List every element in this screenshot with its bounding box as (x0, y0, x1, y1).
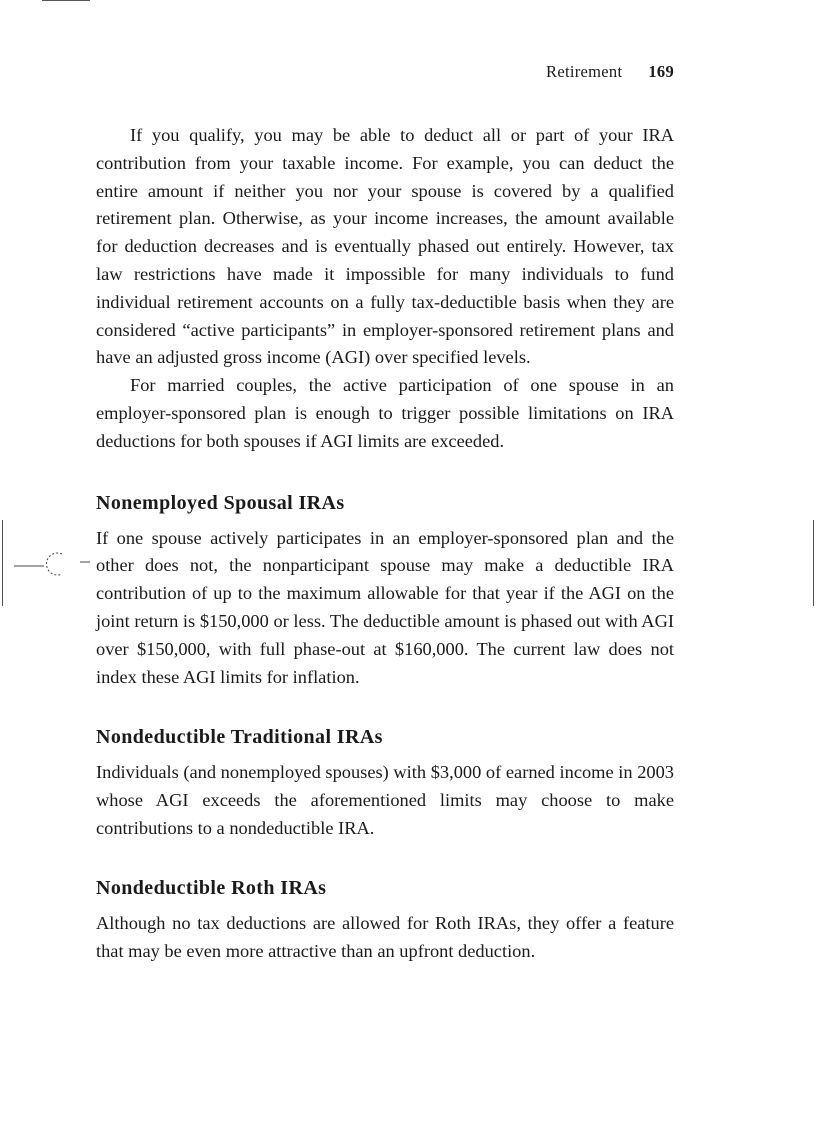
edge-mark-right (813, 520, 814, 606)
page-number: 169 (648, 62, 674, 81)
paragraph-ira-deduction: If you qualify, you may be able to deduct all or part of your IRA contribution from your taxable income. For example, you can deduct the entire amount if neither you nor your spouse is covered by a qualified retirement plan. Otherwise, as your income increases, the amount available for deduction decreases and is eventually phased out entirely. However, tax law restrictions have made it impossible for many individuals to fund individual retirement accounts on a fully tax-deductible basis when they are considered “active participants” in employer-sponsored retirement plans and have an adjusted gross income (AGI) over specified levels. (96, 125, 674, 368)
paragraph-spousal-iras: If one spouse actively participates in an employer-sponsored plan and the other does not, the nonparticipant spouse may make a deductible IRA contribution of up to the maximum allowable for that year if the AGI on the joint return is $150,000 or less. The deductible amount is phased out with AGI over $150,000, with full phase-out at $160,000. The current law does not index these AGI limits for inflation. (96, 527, 674, 687)
heading-nonemployed-spousal-iras: Nonemployed Spousal IRAs (96, 491, 345, 514)
crop-mark (42, 0, 90, 1)
registration-mark-icon (14, 548, 94, 576)
running-head (546, 62, 674, 82)
paragraph-roth-iras: Although no tax deductions are allowed for Roth IRAs, they offer a feature that may be even more attractive than an upfront deduction. (96, 912, 674, 961)
paragraph-married-couples: For married couples, the active participation of one spouse in an employer-sponsored plan is enough to trigger possible limitations on IRA deductions for both spouses if AGI limits are exceeded. (96, 375, 674, 451)
heading-nondeductible-roth-iras: Nondeductible Roth IRAs (96, 876, 327, 899)
heading-nondeductible-traditional-iras: Nondeductible Traditional IRAs (96, 726, 383, 749)
paragraph-nondeductible-traditional: Individuals (and nonemployed spouses) with $3,000 of earned income in 2003 whose AGI exceeds the aforementioned limits may choose to make contributions to a nondeductible IRA. (96, 762, 674, 838)
edge-mark-left (2, 520, 3, 606)
running-head-section: Retirement (546, 62, 623, 81)
page-body (96, 122, 674, 965)
